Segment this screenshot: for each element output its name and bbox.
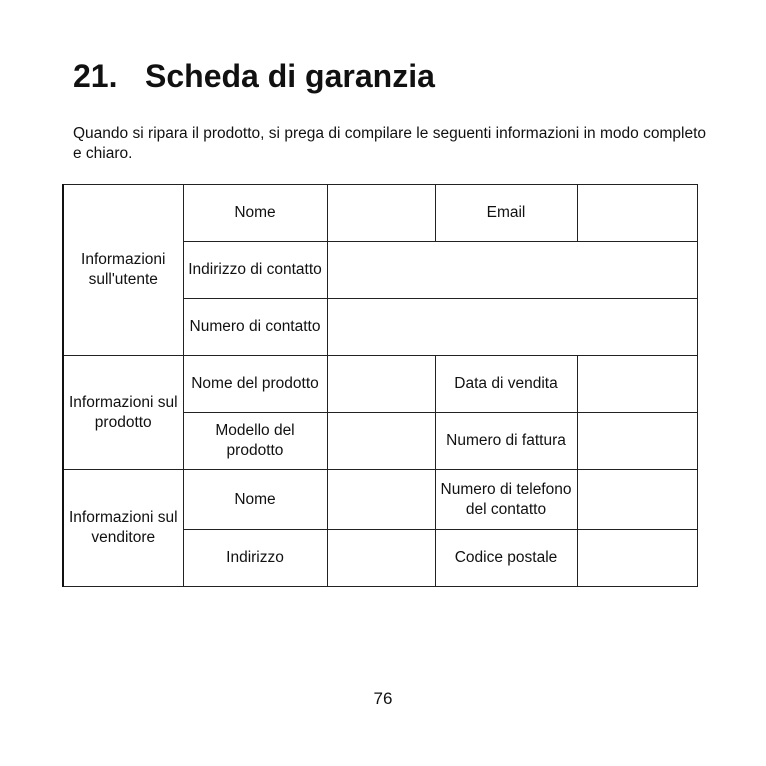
field-seller-phone[interactable]	[577, 470, 697, 530]
field-product-model[interactable]	[327, 413, 435, 470]
group-label-seller: Informazioni sul venditore	[63, 470, 183, 587]
field-sale-date[interactable]	[577, 356, 697, 413]
table-row	[63, 356, 697, 413]
label-seller-name: Nome	[183, 470, 327, 530]
label-user-email: Email	[435, 185, 577, 242]
label-seller-phone: Numero di telefono del contatto	[435, 470, 577, 530]
label-product-model: Modello del prodotto	[183, 413, 327, 470]
label-invoice-number: Numero di fattura	[435, 413, 577, 470]
field-invoice-number[interactable]	[577, 413, 697, 470]
table-row	[63, 185, 697, 242]
field-postal-code[interactable]	[577, 530, 697, 587]
intro-paragraph: Quando si ripara il prodotto, si prega di compilare le seguenti informazioni in modo completo e chiaro.	[73, 125, 706, 162]
label-sale-date: Data di vendita	[435, 356, 577, 413]
label-user-address: Indirizzo di contatto	[183, 242, 327, 299]
label-seller-address: Indirizzo	[183, 530, 327, 587]
section-number: 21.	[73, 58, 118, 94]
field-user-phone[interactable]	[327, 299, 697, 356]
field-product-name[interactable]	[327, 356, 435, 413]
label-user-name: Nome	[183, 185, 327, 242]
group-label-product: Informazioni sul prodotto	[63, 356, 183, 470]
group-label-user: Informazioni sull'utente	[63, 185, 183, 356]
field-user-address[interactable]	[327, 242, 697, 299]
page-title	[73, 56, 435, 96]
field-seller-name[interactable]	[327, 470, 435, 530]
label-product-name: Nome del prodotto	[183, 356, 327, 413]
label-postal-code: Codice postale	[435, 530, 577, 587]
section-title: Scheda di garanzia	[145, 58, 435, 94]
field-seller-address[interactable]	[327, 530, 435, 587]
warranty-form-table	[62, 184, 698, 587]
field-user-email[interactable]	[577, 185, 697, 242]
page-number: 76	[373, 689, 393, 708]
field-user-name[interactable]	[327, 185, 435, 242]
label-user-phone: Numero di contatto	[183, 299, 327, 356]
table-row	[63, 470, 697, 530]
